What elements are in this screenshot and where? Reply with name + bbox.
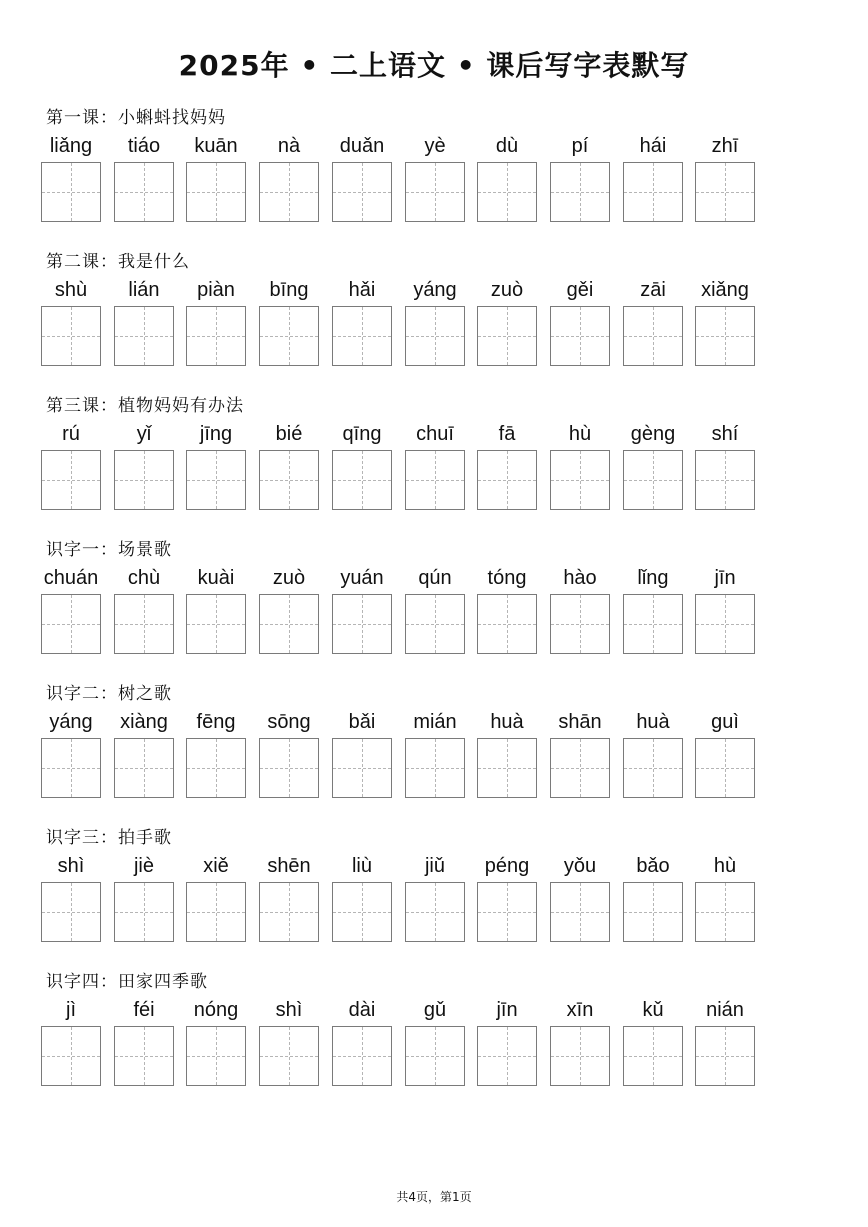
- pinyin-label: tóng: [487, 567, 527, 589]
- pinyin-label: kuān: [194, 135, 238, 157]
- lesson-title: 识字三：拍手歌: [46, 828, 172, 848]
- grid-guide-vertical: [216, 163, 217, 221]
- pinyin-label: fā: [498, 423, 516, 445]
- pinyin-label: bǎo: [636, 855, 670, 877]
- grid-guide-vertical: [71, 1027, 72, 1085]
- character-cell: [332, 566, 392, 654]
- tianzige-writing-box[interactable]: [186, 450, 246, 510]
- character-cell: [623, 710, 683, 798]
- pinyin-label: huà: [490, 711, 524, 733]
- character-cell: [259, 422, 319, 510]
- pinyin-label: guì: [711, 711, 739, 733]
- tianzige-writing-box[interactable]: [114, 594, 174, 654]
- tianzige-writing-box[interactable]: [259, 738, 319, 798]
- tianzige-writing-box[interactable]: [623, 306, 683, 366]
- grid-guide-vertical: [725, 883, 726, 941]
- tianzige-writing-box[interactable]: [477, 594, 537, 654]
- tianzige-writing-box[interactable]: [41, 738, 101, 798]
- tianzige-writing-box[interactable]: [332, 738, 392, 798]
- tianzige-writing-box[interactable]: [405, 738, 465, 798]
- pinyin-label: jiè: [133, 855, 154, 877]
- grid-guide-vertical: [507, 1027, 508, 1085]
- pinyin-label: shì: [57, 855, 85, 877]
- character-cell: [405, 566, 465, 654]
- tianzige-writing-box[interactable]: [259, 882, 319, 942]
- character-cell: [332, 854, 392, 942]
- tianzige-writing-box[interactable]: [186, 306, 246, 366]
- character-cell: [405, 134, 465, 222]
- character-cell: [477, 710, 537, 798]
- tianzige-writing-box[interactable]: [332, 162, 392, 222]
- character-cell: [623, 854, 683, 942]
- character-cell: [259, 566, 319, 654]
- lesson-title: 识字二：树之歌: [46, 684, 172, 704]
- tianzige-writing-box[interactable]: [114, 738, 174, 798]
- tianzige-writing-box[interactable]: [477, 306, 537, 366]
- grid-guide-vertical: [725, 595, 726, 653]
- tianzige-writing-box[interactable]: [259, 1026, 319, 1086]
- grid-guide-vertical: [653, 883, 654, 941]
- grid-guide-vertical: [144, 595, 145, 653]
- character-cell: [41, 710, 101, 798]
- pinyin-label: lǐng: [637, 567, 669, 589]
- grid-guide-vertical: [725, 1027, 726, 1085]
- grid-guide-vertical: [435, 163, 436, 221]
- character-cell: [41, 854, 101, 942]
- tianzige-writing-box[interactable]: [695, 162, 755, 222]
- character-cell: [695, 998, 755, 1086]
- grid-guide-vertical: [289, 739, 290, 797]
- character-cell: [259, 134, 319, 222]
- character-cell: [114, 278, 174, 366]
- grid-guide-vertical: [507, 451, 508, 509]
- tianzige-writing-box[interactable]: [695, 1026, 755, 1086]
- tianzige-writing-box[interactable]: [405, 450, 465, 510]
- grid-guide-vertical: [725, 163, 726, 221]
- grid-guide-vertical: [653, 163, 654, 221]
- character-cell: [623, 134, 683, 222]
- tianzige-writing-box[interactable]: [477, 738, 537, 798]
- character-cell: [114, 566, 174, 654]
- grid-guide-vertical: [580, 1027, 581, 1085]
- character-cell: [550, 278, 610, 366]
- character-cell: [550, 710, 610, 798]
- character-cell: [186, 710, 246, 798]
- tianzige-writing-box[interactable]: [41, 882, 101, 942]
- tianzige-writing-box[interactable]: [477, 882, 537, 942]
- character-cell: [405, 278, 465, 366]
- pinyin-label: liù: [351, 855, 372, 877]
- grid-guide-vertical: [71, 739, 72, 797]
- pinyin-label: xiàng: [120, 711, 168, 733]
- tianzige-writing-box[interactable]: [695, 882, 755, 942]
- lesson-title: 识字四：田家四季歌: [46, 972, 208, 992]
- character-cell: [550, 854, 610, 942]
- tianzige-writing-box[interactable]: [695, 738, 755, 798]
- grid-guide-vertical: [216, 451, 217, 509]
- character-cell: [186, 134, 246, 222]
- character-cell: [550, 134, 610, 222]
- character-cell: [186, 998, 246, 1086]
- pinyin-label: gèng: [630, 423, 676, 445]
- tianzige-writing-box[interactable]: [114, 882, 174, 942]
- character-cell: [332, 134, 392, 222]
- pinyin-label: gǔ: [423, 999, 447, 1021]
- tianzige-writing-box[interactable]: [332, 306, 392, 366]
- pinyin-label: nà: [277, 135, 301, 157]
- grid-guide-vertical: [144, 1027, 145, 1085]
- grid-guide-vertical: [71, 595, 72, 653]
- character-cell: [477, 422, 537, 510]
- character-cell: [332, 998, 392, 1086]
- pinyin-label: féi: [133, 999, 155, 1021]
- tianzige-writing-box[interactable]: [623, 1026, 683, 1086]
- pinyin-label: chù: [127, 567, 161, 589]
- pinyin-label: jì: [66, 999, 76, 1021]
- pinyin-label: xīn: [566, 999, 594, 1021]
- grid-guide-vertical: [216, 1027, 217, 1085]
- grid-guide-vertical: [362, 739, 363, 797]
- tianzige-writing-box[interactable]: [41, 1026, 101, 1086]
- lesson-section: [40, 826, 840, 960]
- character-cell: [695, 854, 755, 942]
- pinyin-label: chuī: [416, 423, 454, 445]
- pinyin-label: dài: [348, 999, 376, 1021]
- grid-guide-vertical: [653, 307, 654, 365]
- pinyin-label: yǐ: [136, 423, 152, 445]
- pinyin-label: bīng: [269, 279, 309, 301]
- tianzige-writing-box[interactable]: [550, 882, 610, 942]
- pinyin-label: fēng: [196, 711, 236, 733]
- tianzige-writing-box[interactable]: [41, 162, 101, 222]
- grid-guide-vertical: [362, 163, 363, 221]
- lesson-section: [40, 538, 840, 672]
- tianzige-writing-box[interactable]: [405, 882, 465, 942]
- character-cell: [114, 710, 174, 798]
- lesson-title: 第三课：植物妈妈有办法: [46, 396, 244, 416]
- page-title: 2025年 • 二上语文 • 课后写字表默写: [178, 49, 690, 82]
- character-cell: [405, 710, 465, 798]
- character-cell: [550, 422, 610, 510]
- pinyin-label: mián: [413, 711, 457, 733]
- character-cell: [477, 998, 537, 1086]
- grid-guide-vertical: [507, 739, 508, 797]
- grid-guide-vertical: [507, 883, 508, 941]
- character-cell: [477, 566, 537, 654]
- pinyin-label: nóng: [193, 999, 239, 1021]
- grid-guide-vertical: [580, 307, 581, 365]
- pinyin-label: qún: [418, 567, 452, 589]
- tianzige-writing-box[interactable]: [623, 594, 683, 654]
- pinyin-label: dù: [495, 135, 519, 157]
- tianzige-writing-box[interactable]: [405, 306, 465, 366]
- tianzige-writing-box[interactable]: [695, 594, 755, 654]
- grid-guide-vertical: [362, 1027, 363, 1085]
- pinyin-label: sōng: [267, 711, 311, 733]
- grid-guide-vertical: [289, 595, 290, 653]
- tianzige-writing-box[interactable]: [41, 306, 101, 366]
- tianzige-writing-box[interactable]: [114, 1026, 174, 1086]
- grid-guide-vertical: [216, 883, 217, 941]
- pinyin-label: zuò: [490, 279, 524, 301]
- lesson-section: [40, 106, 840, 240]
- character-cell: [259, 278, 319, 366]
- lesson-title: 第一课：小蝌蚪找妈妈: [46, 108, 226, 128]
- character-cell: [405, 422, 465, 510]
- pinyin-label: hù: [568, 423, 592, 445]
- pinyin-label: bǎi: [348, 711, 376, 733]
- grid-guide-vertical: [580, 163, 581, 221]
- grid-guide-vertical: [507, 595, 508, 653]
- tianzige-writing-box[interactable]: [477, 1026, 537, 1086]
- grid-guide-vertical: [144, 163, 145, 221]
- pinyin-label: pí: [571, 135, 589, 157]
- pinyin-label: yuán: [340, 567, 384, 589]
- pinyin-label: bié: [275, 423, 303, 445]
- tianzige-writing-box[interactable]: [186, 594, 246, 654]
- grid-guide-vertical: [507, 307, 508, 365]
- grid-guide-vertical: [289, 451, 290, 509]
- pinyin-label: zāi: [640, 279, 666, 301]
- pinyin-label: péng: [484, 855, 530, 877]
- pinyin-label: lián: [128, 279, 160, 301]
- tianzige-writing-box[interactable]: [259, 162, 319, 222]
- character-cell: [41, 998, 101, 1086]
- grid-guide-vertical: [725, 307, 726, 365]
- grid-guide-vertical: [653, 595, 654, 653]
- pinyin-label: jiǔ: [424, 855, 445, 877]
- grid-guide-vertical: [435, 883, 436, 941]
- grid-guide-vertical: [435, 451, 436, 509]
- grid-guide-vertical: [144, 739, 145, 797]
- pinyin-label: hǎi: [348, 279, 376, 301]
- tianzige-writing-box[interactable]: [259, 306, 319, 366]
- grid-guide-vertical: [580, 883, 581, 941]
- character-cell: [41, 566, 101, 654]
- character-cell: [623, 278, 683, 366]
- pinyin-label: hào: [563, 567, 597, 589]
- character-cell: [259, 854, 319, 942]
- grid-guide-vertical: [71, 451, 72, 509]
- pinyin-label: jīng: [199, 423, 233, 445]
- tianzige-writing-box[interactable]: [550, 162, 610, 222]
- pinyin-label: yáng: [413, 279, 457, 301]
- pinyin-label: chuán: [43, 567, 99, 589]
- character-cell: [332, 710, 392, 798]
- character-cell: [405, 854, 465, 942]
- character-cell: [259, 710, 319, 798]
- tianzige-writing-box[interactable]: [405, 1026, 465, 1086]
- character-cell: [695, 710, 755, 798]
- pinyin-label: xiǎng: [701, 279, 749, 301]
- pinyin-label: shēn: [267, 855, 311, 877]
- grid-guide-vertical: [435, 1027, 436, 1085]
- pinyin-label: jīn: [714, 567, 736, 589]
- grid-guide-vertical: [362, 307, 363, 365]
- character-cell: [186, 854, 246, 942]
- pinyin-label: piàn: [197, 279, 235, 301]
- grid-guide-vertical: [653, 739, 654, 797]
- tianzige-writing-box[interactable]: [405, 162, 465, 222]
- tianzige-writing-box[interactable]: [695, 306, 755, 366]
- pinyin-label: shí: [711, 423, 739, 445]
- lesson-title: 识字一：场景歌: [46, 540, 172, 560]
- grid-guide-vertical: [144, 307, 145, 365]
- tianzige-writing-box[interactable]: [623, 162, 683, 222]
- pinyin-label: shān: [558, 711, 602, 733]
- grid-guide-vertical: [289, 307, 290, 365]
- tianzige-writing-box[interactable]: [41, 594, 101, 654]
- tianzige-writing-box[interactable]: [114, 306, 174, 366]
- tianzige-writing-box[interactable]: [550, 306, 610, 366]
- grid-guide-vertical: [362, 883, 363, 941]
- character-cell: [623, 422, 683, 510]
- tianzige-writing-box[interactable]: [332, 450, 392, 510]
- character-cell: [41, 278, 101, 366]
- pinyin-label: kǔ: [642, 999, 664, 1021]
- pinyin-label: kuài: [197, 567, 235, 589]
- tianzige-writing-box[interactable]: [477, 450, 537, 510]
- grid-guide-vertical: [71, 307, 72, 365]
- character-cell: [186, 566, 246, 654]
- grid-guide-vertical: [289, 163, 290, 221]
- pinyin-label: liǎng: [49, 135, 93, 157]
- tianzige-writing-box[interactable]: [186, 162, 246, 222]
- character-cell: [477, 278, 537, 366]
- grid-guide-vertical: [362, 451, 363, 509]
- grid-guide-vertical: [725, 739, 726, 797]
- character-cell: [114, 998, 174, 1086]
- pinyin-label: jīn: [496, 999, 518, 1021]
- pinyin-label: xiě: [203, 855, 229, 877]
- character-cell: [695, 278, 755, 366]
- character-cell: [332, 278, 392, 366]
- grid-guide-vertical: [289, 1027, 290, 1085]
- pinyin-label: shù: [54, 279, 88, 301]
- pinyin-label: qīng: [342, 423, 382, 445]
- grid-guide-vertical: [362, 595, 363, 653]
- tianzige-writing-box[interactable]: [186, 1026, 246, 1086]
- pinyin-label: tiáo: [127, 135, 161, 157]
- grid-guide-vertical: [580, 451, 581, 509]
- character-cell: [114, 134, 174, 222]
- pinyin-label: zhī: [711, 135, 739, 157]
- grid-guide-vertical: [71, 883, 72, 941]
- grid-guide-vertical: [435, 307, 436, 365]
- character-cell: [41, 422, 101, 510]
- pinyin-label: hù: [713, 855, 737, 877]
- grid-guide-vertical: [580, 595, 581, 653]
- character-cell: [550, 998, 610, 1086]
- tianzige-writing-box[interactable]: [186, 738, 246, 798]
- lesson-title: 第二课：我是什么: [46, 252, 190, 272]
- page-footer: 共4页，第1页: [396, 1190, 472, 1204]
- grid-guide-vertical: [435, 595, 436, 653]
- tianzige-writing-box[interactable]: [623, 738, 683, 798]
- pinyin-label: gěi: [566, 279, 594, 301]
- character-cell: [623, 566, 683, 654]
- grid-guide-vertical: [216, 307, 217, 365]
- tianzige-writing-box[interactable]: [550, 450, 610, 510]
- tianzige-writing-box[interactable]: [695, 450, 755, 510]
- tianzige-writing-box[interactable]: [623, 882, 683, 942]
- tianzige-writing-box[interactable]: [114, 162, 174, 222]
- character-cell: [550, 566, 610, 654]
- tianzige-writing-box[interactable]: [405, 594, 465, 654]
- character-cell: [477, 854, 537, 942]
- pinyin-label: nián: [706, 999, 744, 1021]
- character-cell: [332, 422, 392, 510]
- tianzige-writing-box[interactable]: [41, 450, 101, 510]
- grid-guide-vertical: [216, 739, 217, 797]
- tianzige-writing-box[interactable]: [332, 1026, 392, 1086]
- lesson-section: [40, 682, 840, 816]
- tianzige-writing-box[interactable]: [186, 882, 246, 942]
- tianzige-writing-box[interactable]: [332, 594, 392, 654]
- tianzige-writing-box[interactable]: [477, 162, 537, 222]
- tianzige-writing-box[interactable]: [550, 594, 610, 654]
- tianzige-writing-box[interactable]: [259, 594, 319, 654]
- grid-guide-vertical: [144, 451, 145, 509]
- pinyin-label: rú: [62, 423, 80, 445]
- lesson-section: [40, 250, 840, 384]
- grid-guide-vertical: [507, 163, 508, 221]
- tianzige-writing-box[interactable]: [550, 738, 610, 798]
- grid-guide-vertical: [144, 883, 145, 941]
- lesson-section: [40, 394, 840, 528]
- character-cell: [114, 422, 174, 510]
- pinyin-label: duǎn: [339, 135, 385, 157]
- pinyin-label: shì: [275, 999, 303, 1021]
- character-cell: [114, 854, 174, 942]
- character-cell: [259, 998, 319, 1086]
- character-cell: [405, 998, 465, 1086]
- grid-guide-vertical: [653, 451, 654, 509]
- tianzige-writing-box[interactable]: [550, 1026, 610, 1086]
- character-cell: [695, 422, 755, 510]
- pinyin-label: yáng: [49, 711, 93, 733]
- character-cell: [477, 134, 537, 222]
- grid-guide-vertical: [580, 739, 581, 797]
- pinyin-label: huà: [636, 711, 670, 733]
- grid-guide-vertical: [725, 451, 726, 509]
- tianzige-writing-box[interactable]: [332, 882, 392, 942]
- grid-guide-vertical: [289, 883, 290, 941]
- character-cell: [695, 134, 755, 222]
- grid-guide-vertical: [71, 163, 72, 221]
- tianzige-writing-box[interactable]: [623, 450, 683, 510]
- pinyin-label: yè: [424, 135, 446, 157]
- pinyin-label: yǒu: [563, 855, 597, 877]
- pinyin-label: zuò: [272, 567, 306, 589]
- character-cell: [695, 566, 755, 654]
- character-cell: [623, 998, 683, 1086]
- grid-guide-vertical: [653, 1027, 654, 1085]
- tianzige-writing-box[interactable]: [114, 450, 174, 510]
- lesson-section: [40, 970, 840, 1104]
- pinyin-label: hái: [639, 135, 667, 157]
- character-cell: [186, 422, 246, 510]
- grid-guide-vertical: [435, 739, 436, 797]
- character-cell: [186, 278, 246, 366]
- character-cell: [41, 134, 101, 222]
- grid-guide-vertical: [216, 595, 217, 653]
- tianzige-writing-box[interactable]: [259, 450, 319, 510]
